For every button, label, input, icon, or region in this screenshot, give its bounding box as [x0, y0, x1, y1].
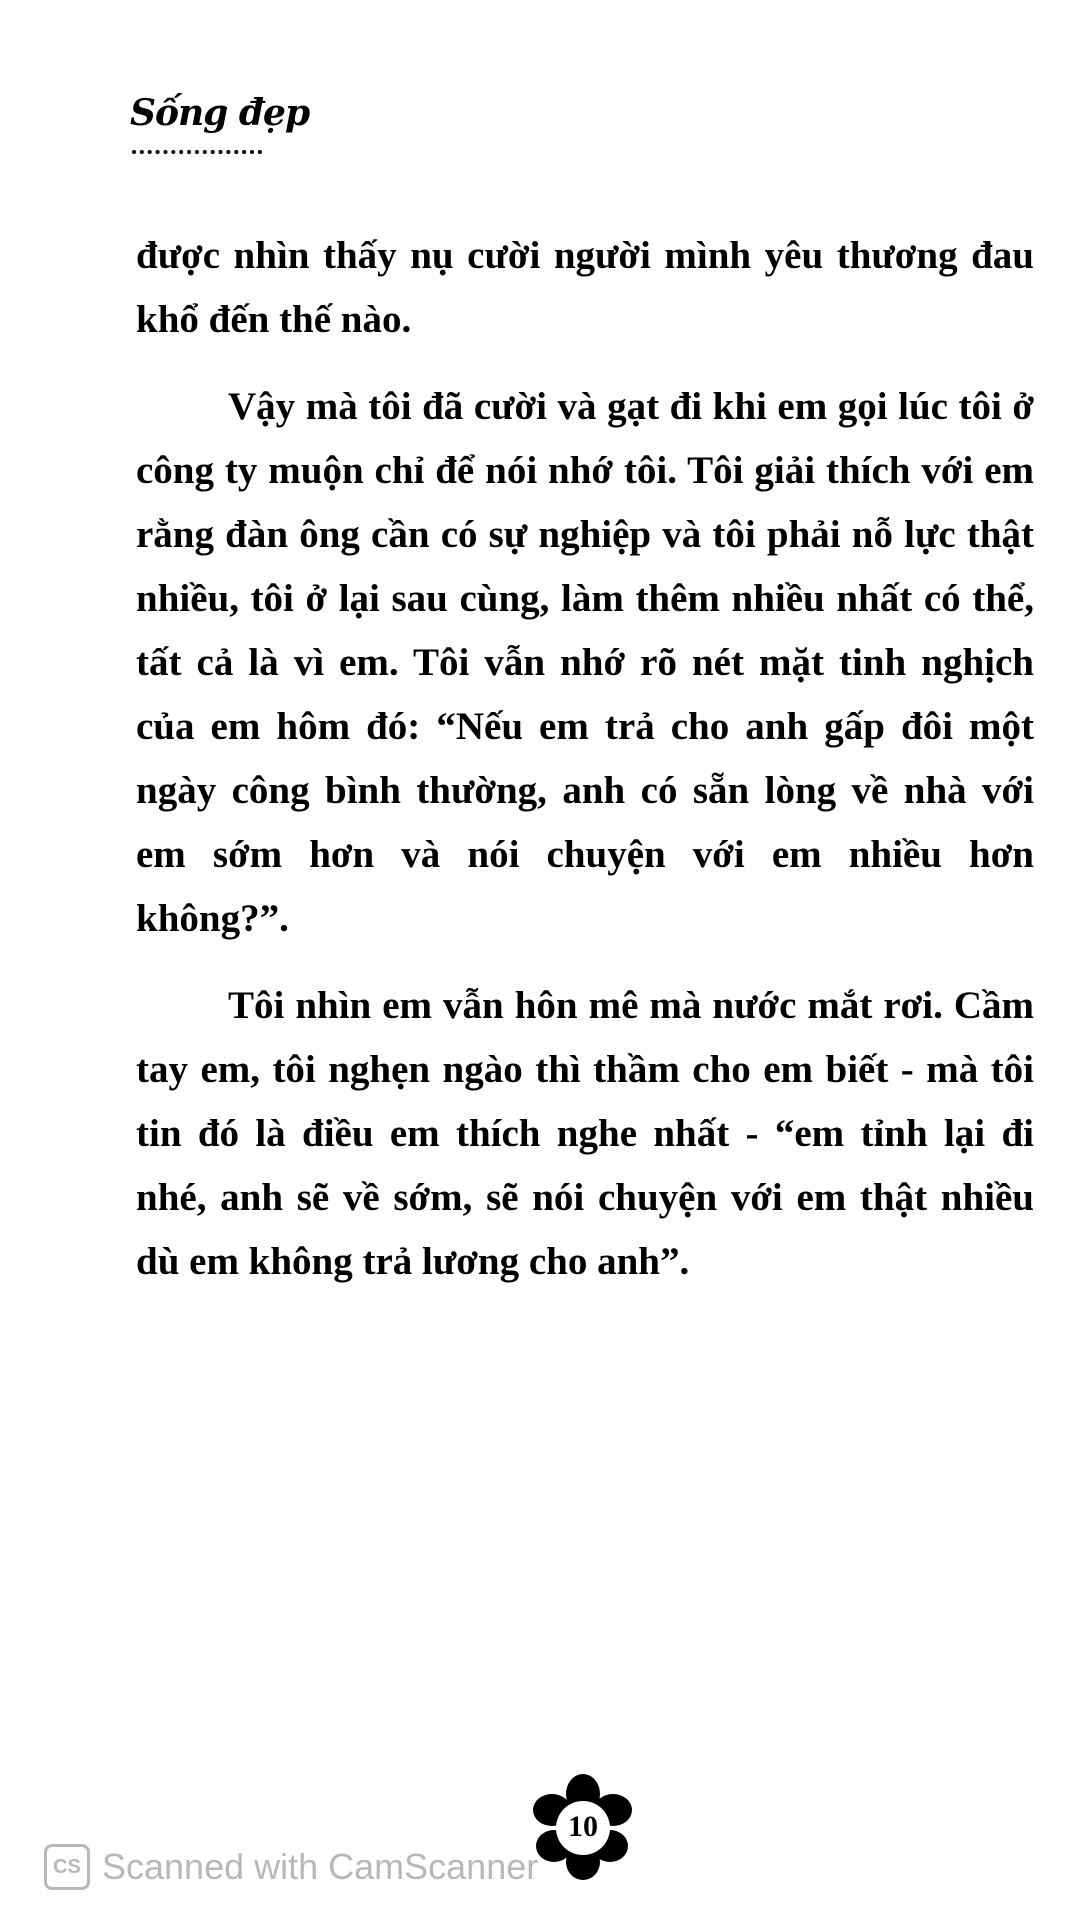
camscanner-watermark [44, 1840, 538, 1894]
body-text [136, 224, 1034, 1317]
watermark-text: Scanned with CamScanner [102, 1846, 539, 1887]
camscanner-logo-icon: CS [44, 1844, 90, 1890]
running-header-title: Sống đẹp [130, 92, 310, 134]
header-dotted-underline [132, 150, 262, 158]
page-number-flower [528, 1772, 638, 1882]
paragraph: Vậy mà tôi đã cười và gạt đi khi em gọi lúc tôi ở công ty muộn chỉ để nói nhớ tôi. Tôi giải thích với em rằng đàn ông cần có sự nghiệp và tôi phải nỗ lực thật nhiều, tôi ở lại sau cùng, làm thêm nhiều nhất có thể, tất cả là vì em. Tôi vẫn nhớ rõ nét mặt tinh nghịch của em hôm đó: “Nếu em trả cho anh gấp đôi một ngày công bình thường, anh có sẵn lòng về nhà với em sớm hơn và nói chuyện với em nhiều hơn không?”. [136, 385, 1034, 940]
page-number: 10 [568, 1810, 598, 1843]
paragraph-continued: được nhìn thấy nụ cười người mình yêu thương đau khổ đến thế nào. [136, 234, 1034, 341]
paragraph: Tôi nhìn em vẫn hôn mê mà nước mắt rơi. Cầm tay em, tôi nghẹn ngào thì thầm cho em biết - mà tôi tin đó là điều em thích nghe nhất - “em tỉnh lại đi nhé, anh sẽ về sớm, sẽ nói chuyện với em thật nhiều dù em không trả lương cho anh”. [136, 984, 1034, 1283]
